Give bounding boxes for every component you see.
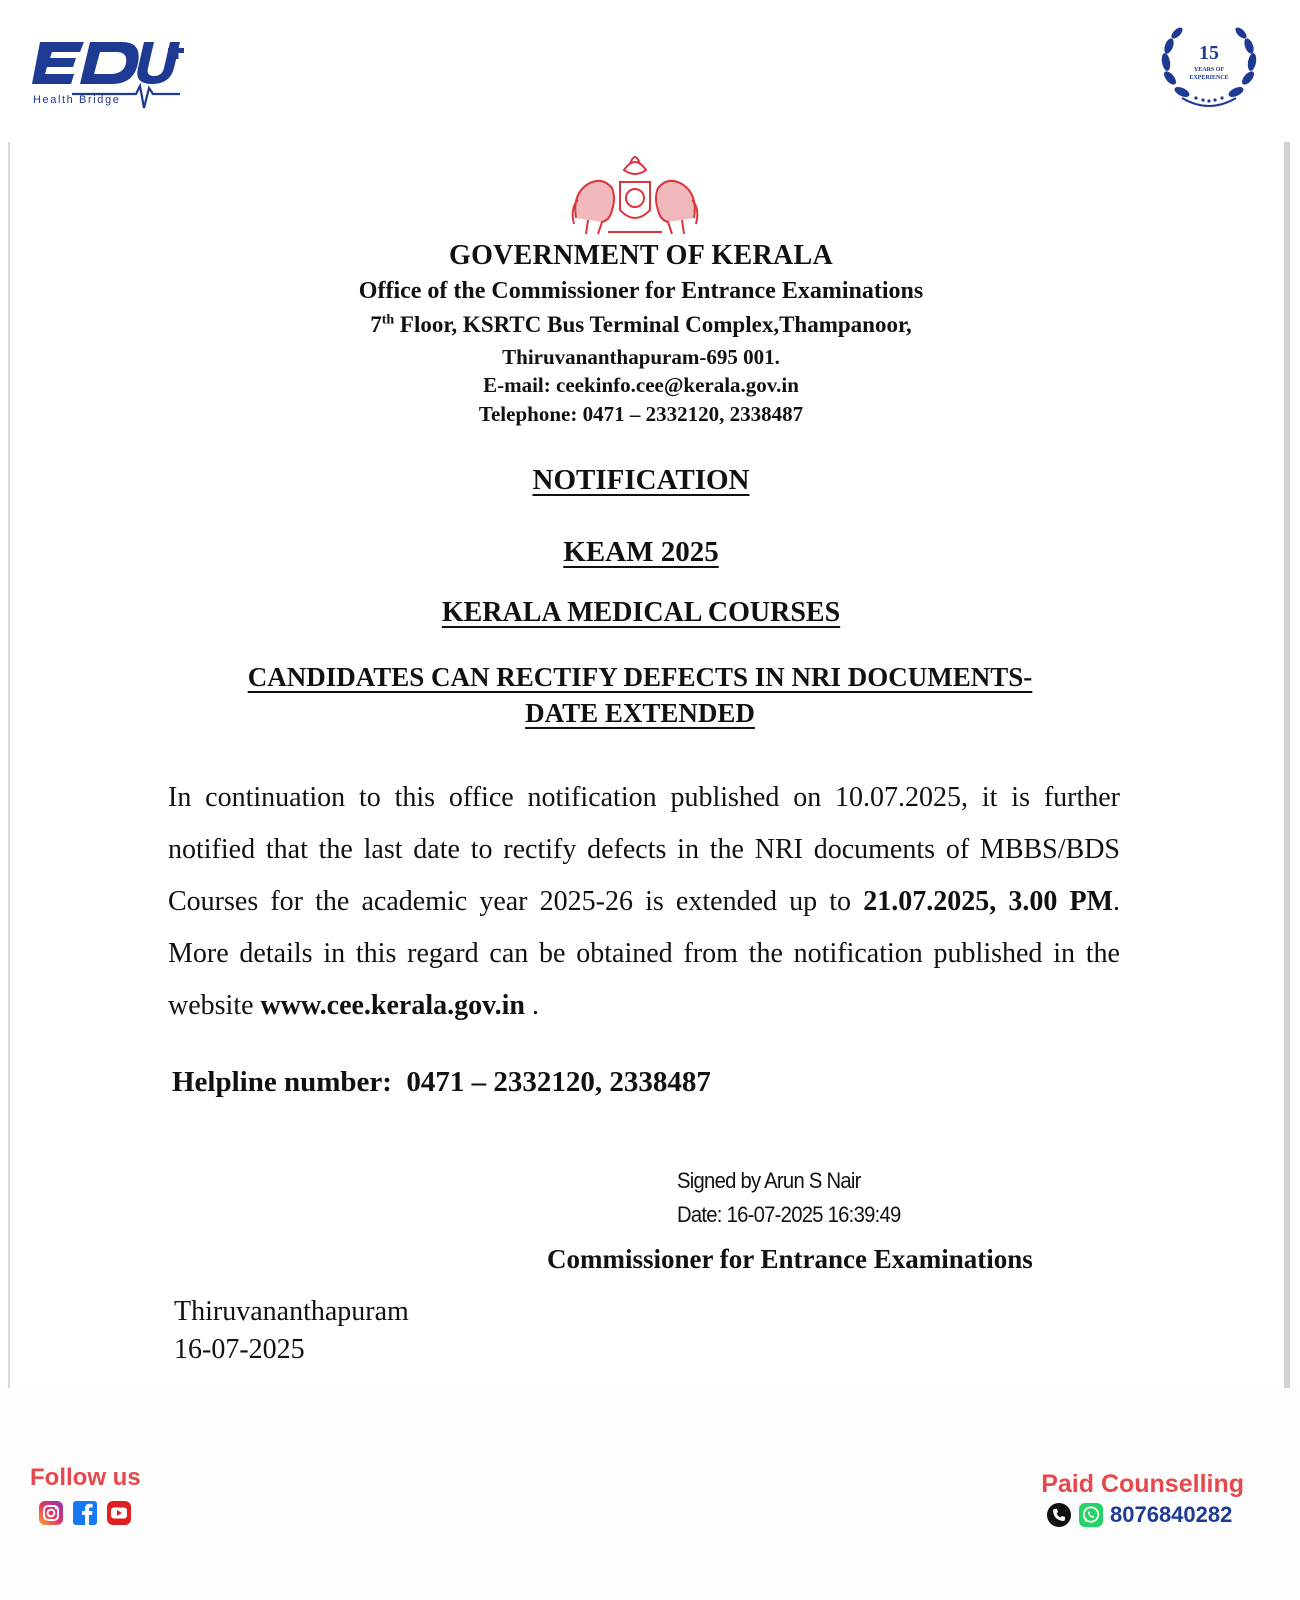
telephone-line: Telephone: 0471 – 2332120, 2338487 — [478, 402, 804, 426]
whatsapp-icon[interactable] — [1078, 1502, 1104, 1528]
subject-line-2: DATE EXTENDED — [525, 698, 755, 728]
notification-body — [168, 772, 1120, 1032]
contact-row — [1046, 1502, 1232, 1528]
badge-number: 15 — [1199, 42, 1219, 64]
place-date — [174, 1293, 409, 1369]
floor-address: Floor, KSRTC Bus Terminal Complex,Thampanoor, — [394, 312, 912, 337]
commissioner-title: Commissioner for Entrance Examinations — [547, 1244, 1033, 1274]
instagram-icon[interactable] — [38, 1500, 64, 1526]
notification-text: NOTIFICATION — [532, 464, 750, 496]
address-line-floor — [0, 312, 1282, 338]
helpline-number: Helpline number: 0471 – 2332120, 2338487 — [172, 1066, 711, 1098]
courses-text: KERALA MEDICAL COURSES — [441, 597, 841, 628]
signed-date: Date: 16-07-2025 16:39:49 — [677, 1202, 901, 1227]
government-title: GOVERNMENT OF KERALA — [448, 240, 834, 271]
badge-subtitle: YEARS OF EXPERIENCE — [1189, 67, 1229, 81]
edu-logo[interactable] — [32, 36, 192, 116]
body-deadline: 21.07.2025, 3.00 PM — [863, 886, 1114, 917]
paid-counselling-label: Paid Counselling — [1041, 1470, 1244, 1498]
keam-text: KEAM 2025 — [563, 536, 719, 568]
body-text-2: . More details in this regard can be obtained from the notification published in the website — [168, 886, 1121, 1021]
experience-badge — [1152, 22, 1266, 112]
issue-date: 16-07-2025 — [174, 1334, 305, 1365]
facebook-icon[interactable] — [72, 1500, 98, 1526]
address-line-city: Thiruvananthapuram-695 001. — [502, 345, 780, 369]
social-links — [38, 1500, 132, 1526]
courses-heading — [0, 597, 1282, 629]
digital-signature — [677, 1164, 901, 1232]
floor-suffix: th — [381, 312, 395, 328]
body-text-3: . — [524, 990, 539, 1021]
website-link[interactable]: www.cee.kerala.gov.in — [260, 990, 525, 1021]
youtube-icon[interactable] — [106, 1500, 132, 1526]
email-line: E-mail: ceekinfo.cee@kerala.gov.in — [483, 373, 799, 397]
phone-icon[interactable] — [1046, 1502, 1072, 1528]
phone-number[interactable]: 8076840282 — [1110, 1502, 1233, 1527]
header — [0, 0, 1300, 142]
keam-heading — [0, 536, 1282, 569]
notification-heading — [0, 464, 1282, 497]
follow-us-label: Follow us — [30, 1464, 141, 1491]
place: Thiruvananthapuram — [174, 1296, 409, 1327]
office-title: Office of the Commissioner for Entrance Examinations — [358, 278, 924, 304]
subject-line-1: CANDIDATES CAN RECTIFY DEFECTS IN NRI DOCUMENTS- — [247, 662, 1033, 692]
kerala-emblem-icon — [568, 148, 702, 238]
signed-by: Signed by Arun S Nair — [677, 1168, 861, 1193]
floor-number: 7 — [370, 312, 382, 337]
body-text-1: In continuation to this office notification published on 10.07.2025, it is further notified that the last date to rectify defects in the NRI documents of MBBS/BDS Courses for the academic year 2025-26 is extended up to — [168, 782, 1120, 917]
subject-heading — [180, 659, 1100, 731]
footer — [0, 1388, 1300, 1600]
logo-subtitle: Health Bridge — [33, 94, 121, 106]
